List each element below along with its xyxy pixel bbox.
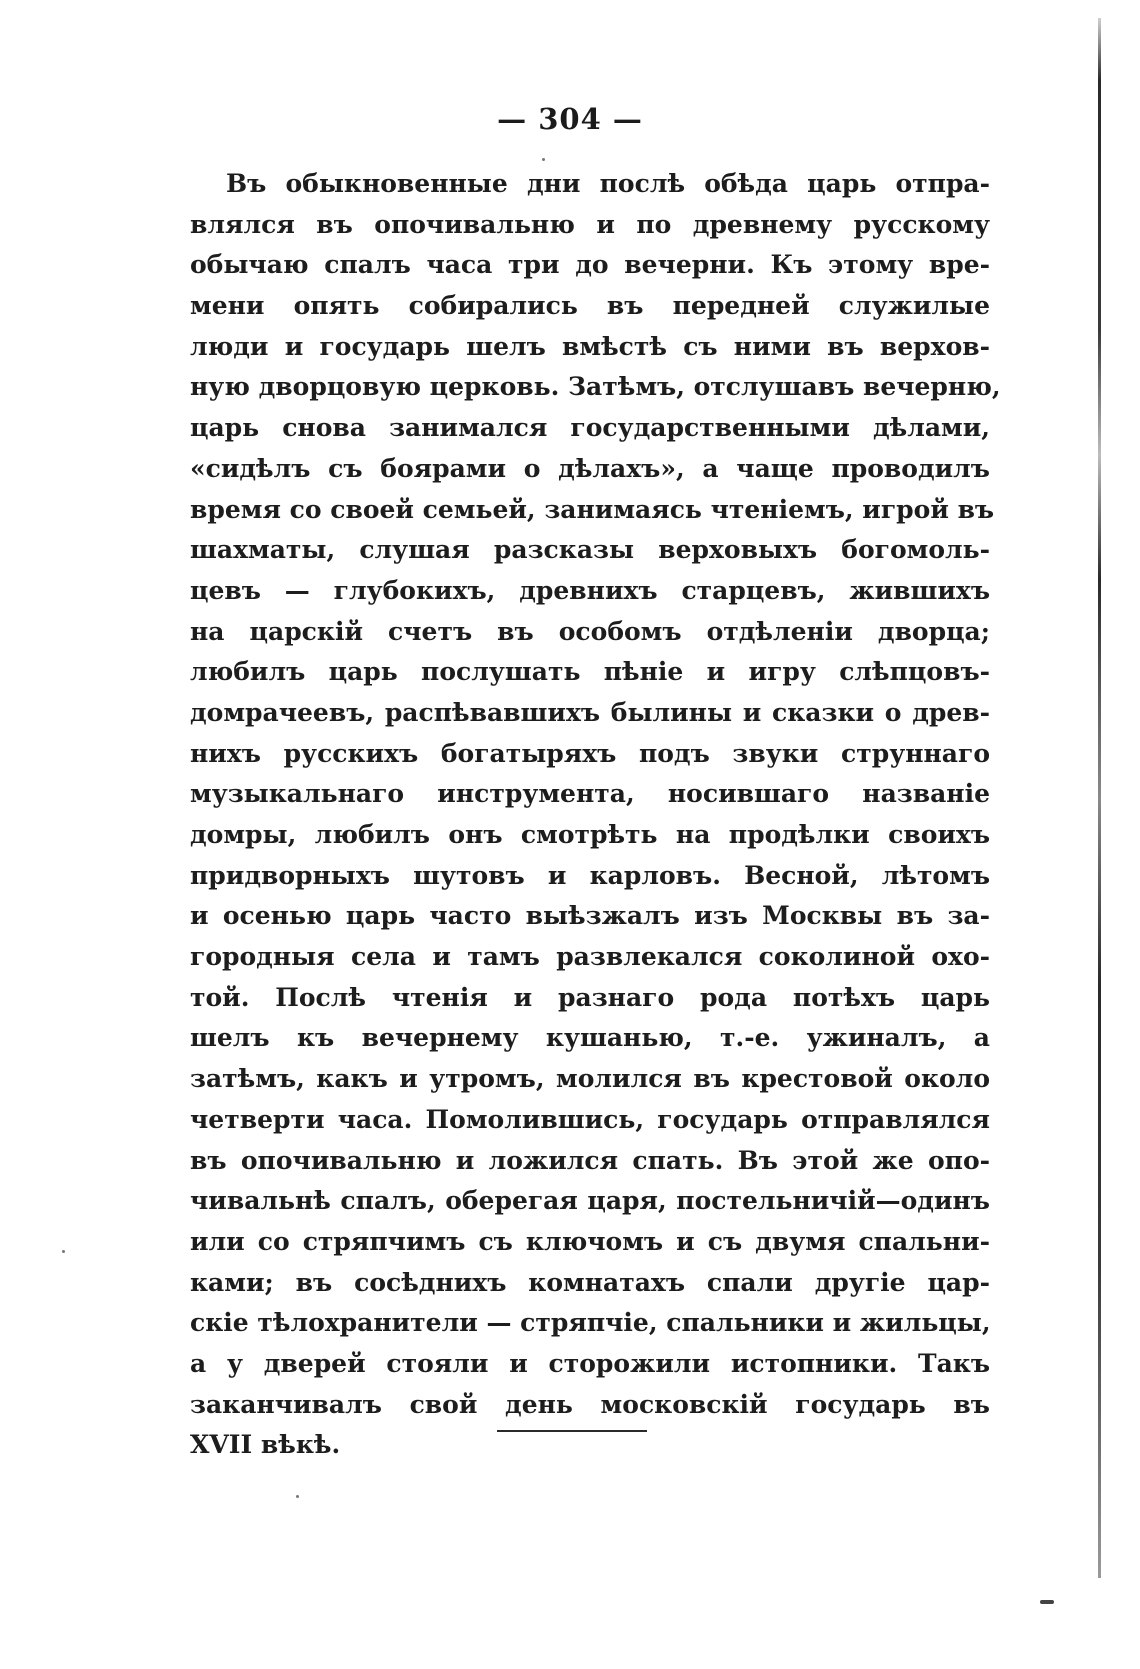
text-line: домрачеевъ, распѣвавшихъ былины и сказки о древ-: [190, 697, 990, 727]
text-line: обычаю спалъ часа три до вечерни. Къ этому вре-: [190, 250, 990, 280]
text-line: влялся въ опочивальню и по древнему русскому: [190, 209, 990, 239]
page-binding-edge: [1098, 18, 1101, 1578]
scan-speck: [296, 1495, 299, 1498]
text-line: домры, любилъ онъ смотрѣть на продѣлки своихъ: [190, 820, 990, 849]
text-line: «сидѣлъ съ боярами о дѣлахъ», а чаще проводилъ: [190, 453, 990, 483]
text-line: затѣмъ, какъ и утромъ, молился въ крестовой около: [190, 1064, 990, 1094]
text-line: время со своей семьей, занимаясь чтеніемъ, игрой въ: [190, 494, 995, 524]
text-line: шелъ къ вечернему кушанью, т.-е. ужиналъ, а: [190, 1023, 990, 1053]
text-line: любилъ царь послушать пѣніе и игру слѣпцовъ-: [190, 657, 990, 687]
text-line: скіе тѣлохранители — стряпчіе, спальники и жильцы,: [190, 1308, 991, 1338]
text-line: или со стряпчимъ съ ключомъ и съ двумя спальни-: [190, 1226, 990, 1256]
text-line: городныя села и тамъ развлекался соколиной охо-: [190, 942, 990, 972]
scan-speck: [1040, 1600, 1054, 1604]
text-line: заканчивалъ свой день московскій государь въ: [190, 1389, 990, 1419]
text-line: той. Послѣ чтенія и разнаго рода потѣхъ царь: [190, 982, 990, 1012]
body-text: [190, 164, 1001, 1466]
text-line: ную дворцовую церковь. Затѣмъ, отслушавъ вечерню,: [190, 372, 1001, 402]
text-line: Въ обыкновенные дни послѣ обѣда царь отпра-: [226, 169, 990, 198]
text-line: и осенью царь часто выѣзжалъ изъ Москвы въ за-: [190, 901, 990, 931]
text-line: XVII вѣкѣ.: [190, 1430, 341, 1460]
text-line: царь снова занимался государственными дѣлами,: [190, 413, 990, 443]
text-line: нихъ русскихъ богатыряхъ подъ звуки струннаго: [190, 738, 990, 768]
text-line: придворныхъ шутовъ и карловъ. Весной, лѣтомъ: [190, 860, 990, 890]
text-line: мени опять собирались въ передней служилые: [190, 291, 990, 321]
text-line: шахматы, слушая разсказы верховыхъ богомоль-: [190, 535, 990, 565]
text-line: чивальнѣ спалъ, оберегая царя, постельничій—одинъ: [190, 1186, 990, 1216]
page-number: — 304 —: [497, 102, 643, 136]
end-rule: [497, 1430, 647, 1432]
text-line: въ опочивальню и ложился спать. Въ этой же опо-: [190, 1145, 990, 1175]
scan-speck: [62, 1250, 65, 1253]
scan-speck: [542, 158, 545, 161]
text-line: ками; въ сосѣднихъ комнатахъ спали другіе цар-: [190, 1267, 990, 1297]
text-line: люди и государь шелъ вмѣстѣ съ ними въ верхов-: [190, 331, 990, 361]
text-line: цевъ — глубокихъ, древнихъ старцевъ, жившихъ: [190, 575, 990, 605]
text-line: а у дверей стояли и сторожили истопники. Такъ: [190, 1348, 990, 1378]
text-line: музыкальнаго инструмента, носившаго названіе: [190, 779, 990, 809]
text-line: четверти часа. Помолившись, государь отправлялся: [190, 1104, 990, 1134]
text-line: на царскій счетъ въ особомъ отдѣленіи дворца;: [190, 616, 990, 646]
